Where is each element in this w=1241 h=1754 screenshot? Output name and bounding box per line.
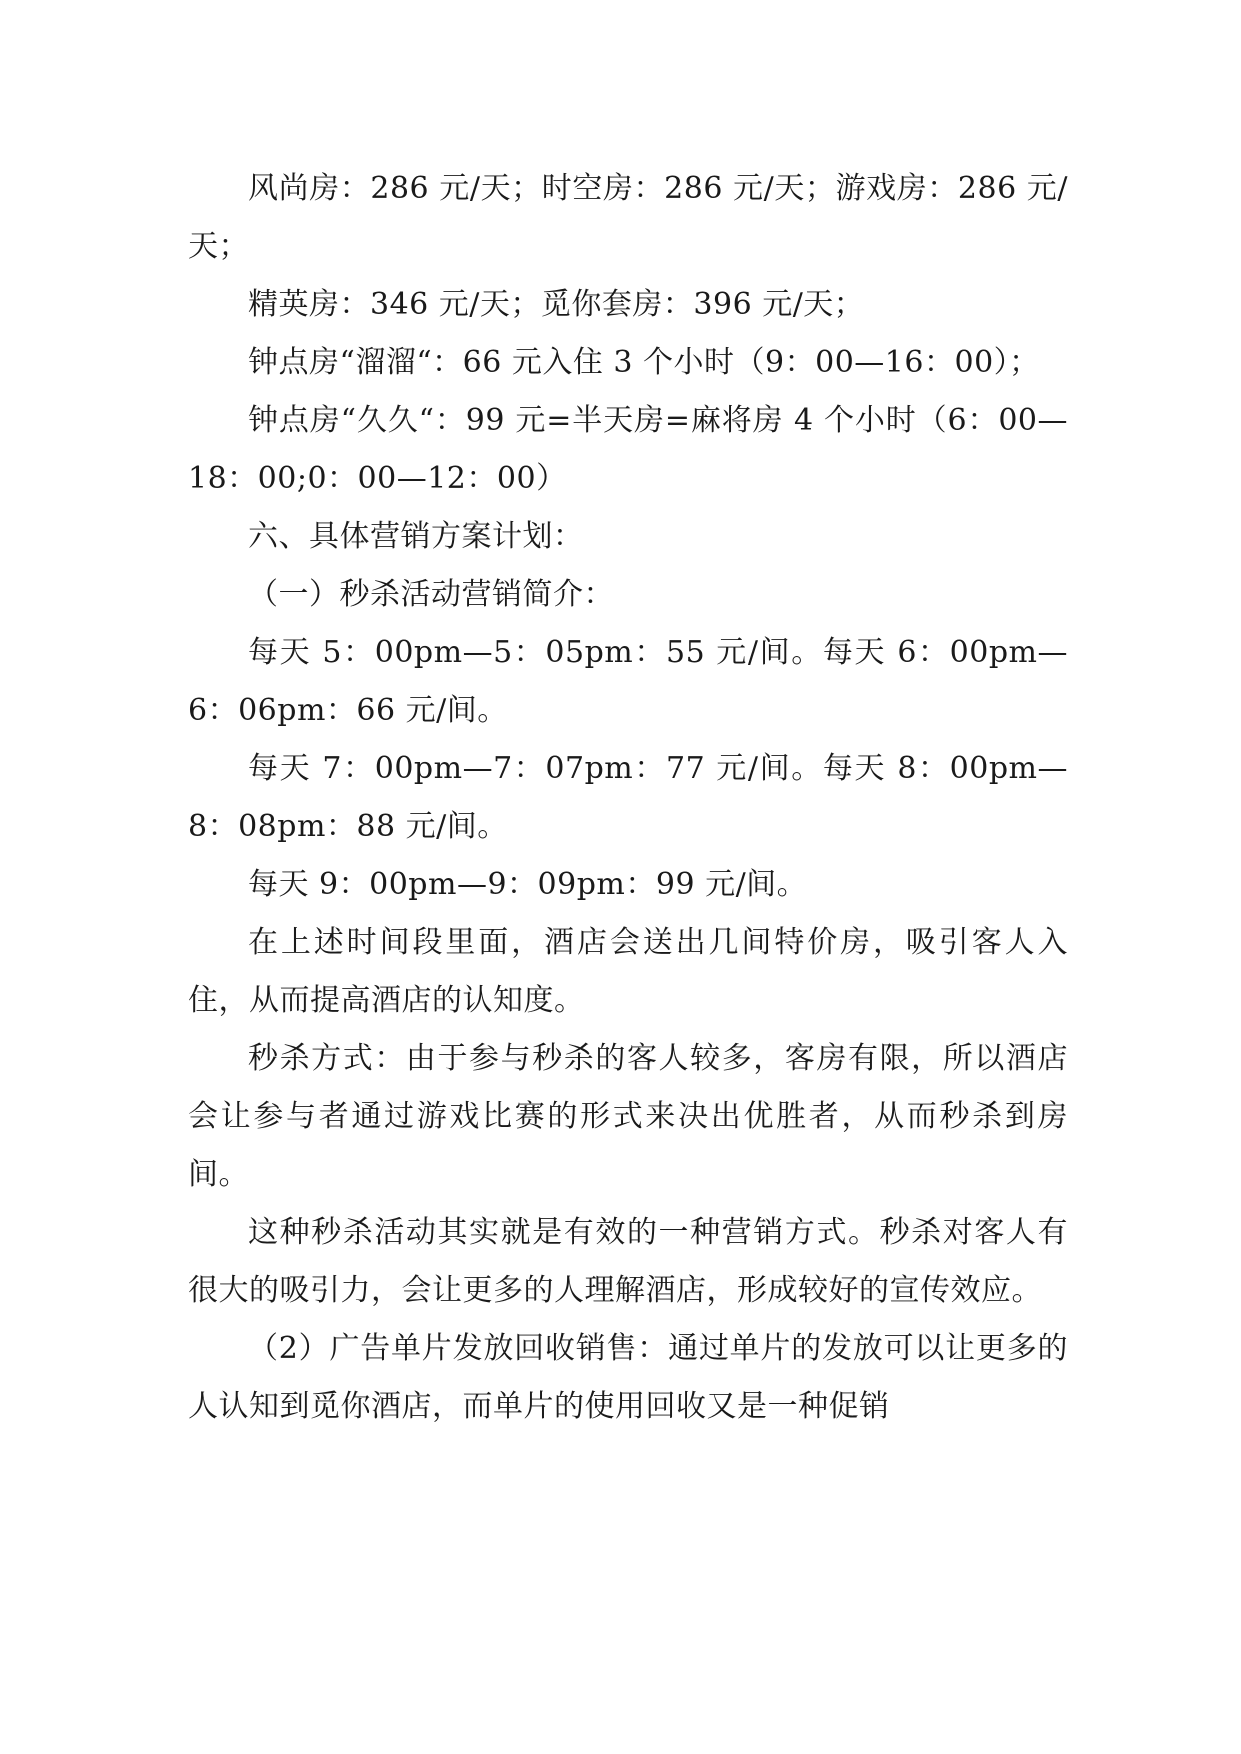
body-paragraph-3: 这种秒杀活动其实就是有效的一种营销方式。秒杀对客人有很大的吸引力，会让更多的人理解酒店，形成较好的宣传效应。 — [188, 1215, 1068, 1308]
body-paragraph-2: 秒杀方式：由于参与秒杀的客人较多，客房有限，所以酒店会让参与者通过游戏比赛的形式来决出优胜者，从而秒杀到房间。 — [188, 1041, 1068, 1192]
flash-sale-paragraph-3: 每天 9：00pm—9：09pm：99 元/间。 — [248, 867, 808, 902]
flash-sale-paragraph-2: 每天 7：00pm—7：07pm：77 元/间。每天 8：00pm—8：08pm：88 元/间。 — [188, 751, 1068, 844]
section-heading: 六、具体营销方案计划： — [248, 519, 584, 554]
hourly-room-paragraph-1: 钟点房“溜溜“：66 元入住 3 个小时（9：00—16：00）； — [248, 345, 1040, 380]
document-body — [188, 160, 1068, 1436]
room-price-paragraph-1: 风尚房：286 元/天；时空房：286 元/天；游戏房：286 元/天； — [188, 171, 1068, 264]
hourly-room-paragraph-2: 钟点房“久久“：99 元=半天房=麻将房 4 个小时（6：00—18：00;0：00—12：00） — [188, 403, 1068, 496]
subsection-heading: （一）秒杀活动营销简介： — [248, 577, 614, 612]
flash-sale-paragraph-1: 每天 5：00pm—5：05pm：55 元/间。每天 6：00pm—6：06pm：66 元/间。 — [188, 635, 1068, 728]
body-paragraph-4: （2）广告单片发放回收销售：通过单片的发放可以让更多的人认知到觅你酒店，而单片的使用回收又是一种促销 — [188, 1331, 1068, 1424]
room-price-paragraph-2: 精英房：346 元/天；觅你套房：396 元/天； — [248, 287, 865, 322]
body-paragraph-1: 在上述时间段里面，酒店会送出几间特价房，吸引客人入住，从而提高酒店的认知度。 — [188, 925, 1068, 1018]
